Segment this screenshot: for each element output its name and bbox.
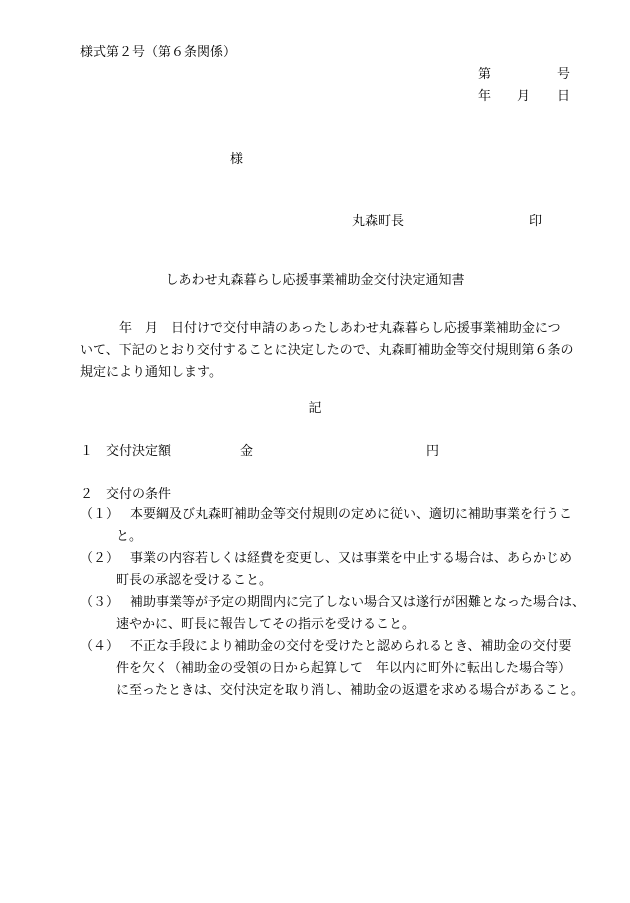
condition-line: と。 [116,529,143,544]
condition-number: （２） [80,551,120,566]
condition-line: 本要綱及び丸森町補助金等交付規則の定めに従い、適切に補助事業を行うこ [130,507,573,522]
issuer-name: 丸森町長 [352,214,405,229]
seal-mark: 印 [529,214,543,229]
item1-label: 交付決定額 [106,444,172,459]
body-line: 年 月 日付けで交付申請のあったしあわせ丸森暮らし応援事業補助金につ [106,321,561,336]
condition-line: 町長の承認を受けること。 [116,573,273,588]
document-number-label: 第 [478,67,492,82]
condition-line: 補助事業等が予定の期間内に完了しない場合又は遂行が困難となった場合は、 [130,595,586,610]
condition-line: 件を欠く（補助金の受領の日から起算して 年以内に町外に転出した場合等） [116,661,572,676]
condition-line: 不正な手段により補助金の交付を受けたと認められるとき、補助金の交付要 [130,639,572,654]
document-number-suffix: 号 [557,67,571,82]
condition-item [80,504,600,548]
date-year-label: 年 [478,89,492,104]
item1-amount-prefix: 金 [240,444,254,459]
form-number: 様式第２号（第６条関係） [80,45,237,60]
body-line: いて、下記のとおり交付することに決定したので、丸森町補助金等交付規則第６条の [80,343,574,358]
condition-line: に至ったときは、交付決定を取り消し、補助金の返還を求める場合があること。 [116,683,585,698]
condition-item [80,636,600,702]
item2-heading: ２ 交付の条件 [80,487,172,502]
addressee-honorific: 様 [230,152,244,167]
item1-amount-unit: 円 [426,444,440,459]
body-paragraph [80,318,580,384]
body-line: 規定により通知します。 [80,365,222,380]
condition-line: 事業の内容若しくは経費を変更し、又は事業を中止する場合は、あらかじめ [130,551,573,566]
document-title: しあわせ丸森暮らし応援事業補助金交付決定通知書 [165,273,465,288]
condition-number: （４） [80,639,120,654]
condition-line: 速やかに、町長に報告してその指示を受けること。 [116,617,416,632]
ki-heading: 記 [308,401,322,416]
condition-item [80,592,600,636]
item1-number: １ [80,444,94,459]
date-month-label: 月 [517,89,531,104]
condition-item [80,548,600,592]
condition-number: （３） [80,595,120,610]
condition-number: （１） [80,507,120,522]
date-day-label: 日 [557,89,571,104]
